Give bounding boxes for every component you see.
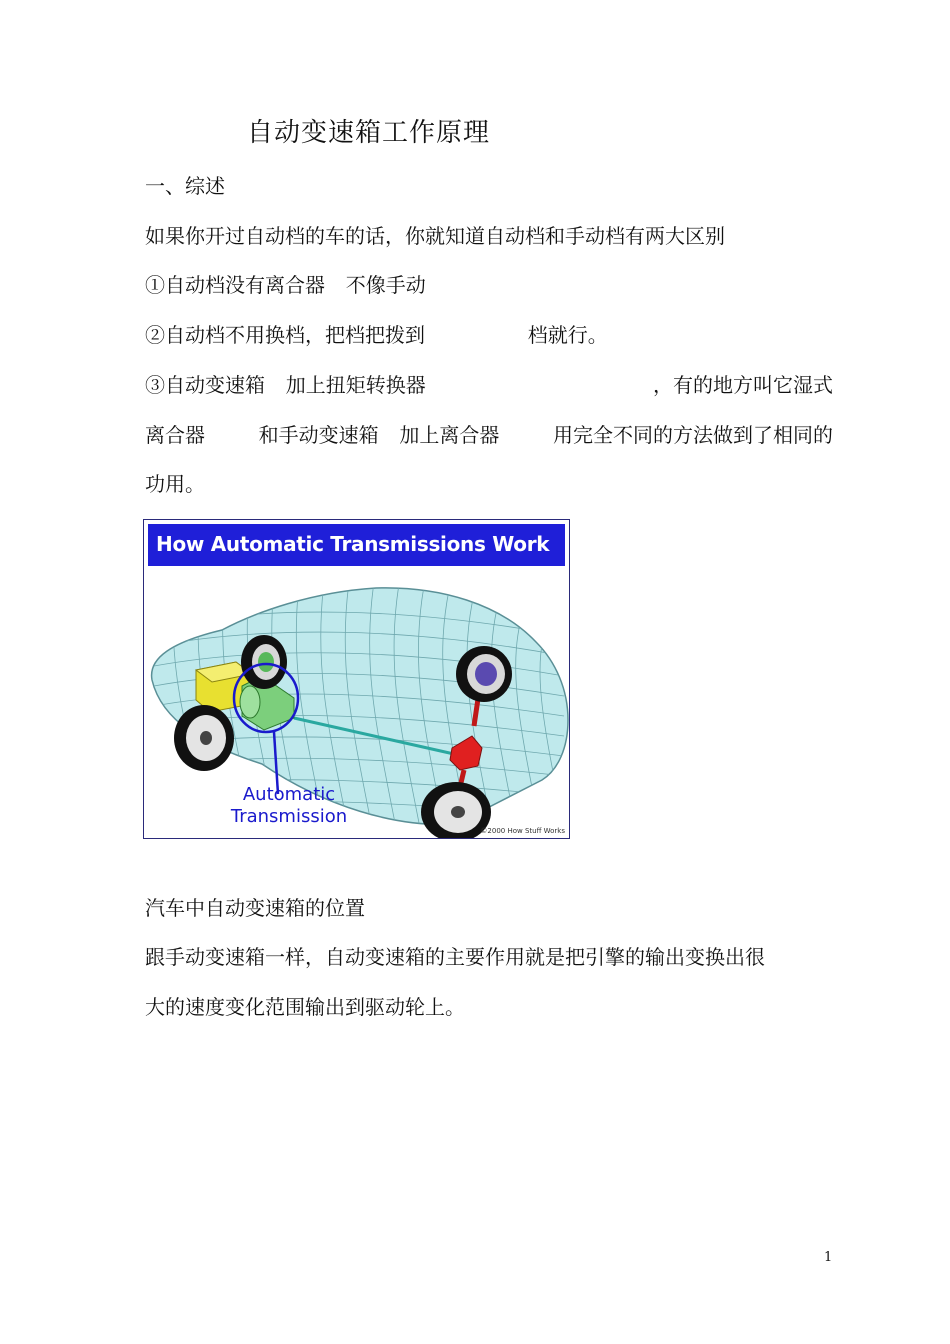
point-2-text-a: ②自动档不用换档，把档把拨到 [145,323,425,347]
body-paragraph-line-1: 跟手动变速箱一样，自动变速箱的主要作用就是把引擎的输出变换出很 [145,945,765,969]
figure-label-line-1: Automatic [242,784,336,805]
wheel-front-bottom [174,705,234,771]
wheel-rear-top [456,646,512,702]
point-2 [145,320,608,350]
figure-caption: 汽车中自动变速箱的位置 [145,896,365,920]
point-3-line-2 [145,420,833,450]
intro-paragraph: 如果你开过自动档的车的话，你就知道自动档和手动档有两大区别 [145,224,725,248]
point-1-text-a: ①自动档没有离合器 [145,273,325,297]
document-title: 自动变速箱工作原理 [247,118,491,148]
point-3-text-b: 加上扭矩转换器 [285,373,426,397]
point-3-line-3: 功用。 [145,472,205,496]
point-1 [145,270,426,300]
page-number: 1 [824,1250,833,1265]
figure-label-line-2: Transmission [230,806,348,827]
point-3-text-a: ③自动变速箱 [145,373,265,397]
point-1-text-b: 不像手动 [345,273,426,297]
point-3-text-e: 和手动变速箱 [258,423,379,447]
wheel-front-top [241,635,287,689]
figure-credit: ©2000 How Stuff Works [480,827,565,835]
point-3-text-g: 用完全不同的方法做到了相同的 [553,423,833,447]
point-3-text-f: 加上离合器 [399,423,500,447]
point-3-text-c: ，有的地方叫它湿式 [653,373,833,397]
transmission-figure [143,519,570,839]
figure-banner [148,524,565,566]
figure-banner-text: How Automatic Transmissions Work [156,532,550,556]
point-3-text-d: 离合器 [145,423,205,447]
point-3-line-1 [145,370,833,400]
section-heading: 一、综述 [145,174,225,198]
body-paragraph-line-2: 大的速度变化范围输出到驱动轮上。 [145,995,465,1019]
point-2-text-b: 档就行。 [527,323,608,347]
